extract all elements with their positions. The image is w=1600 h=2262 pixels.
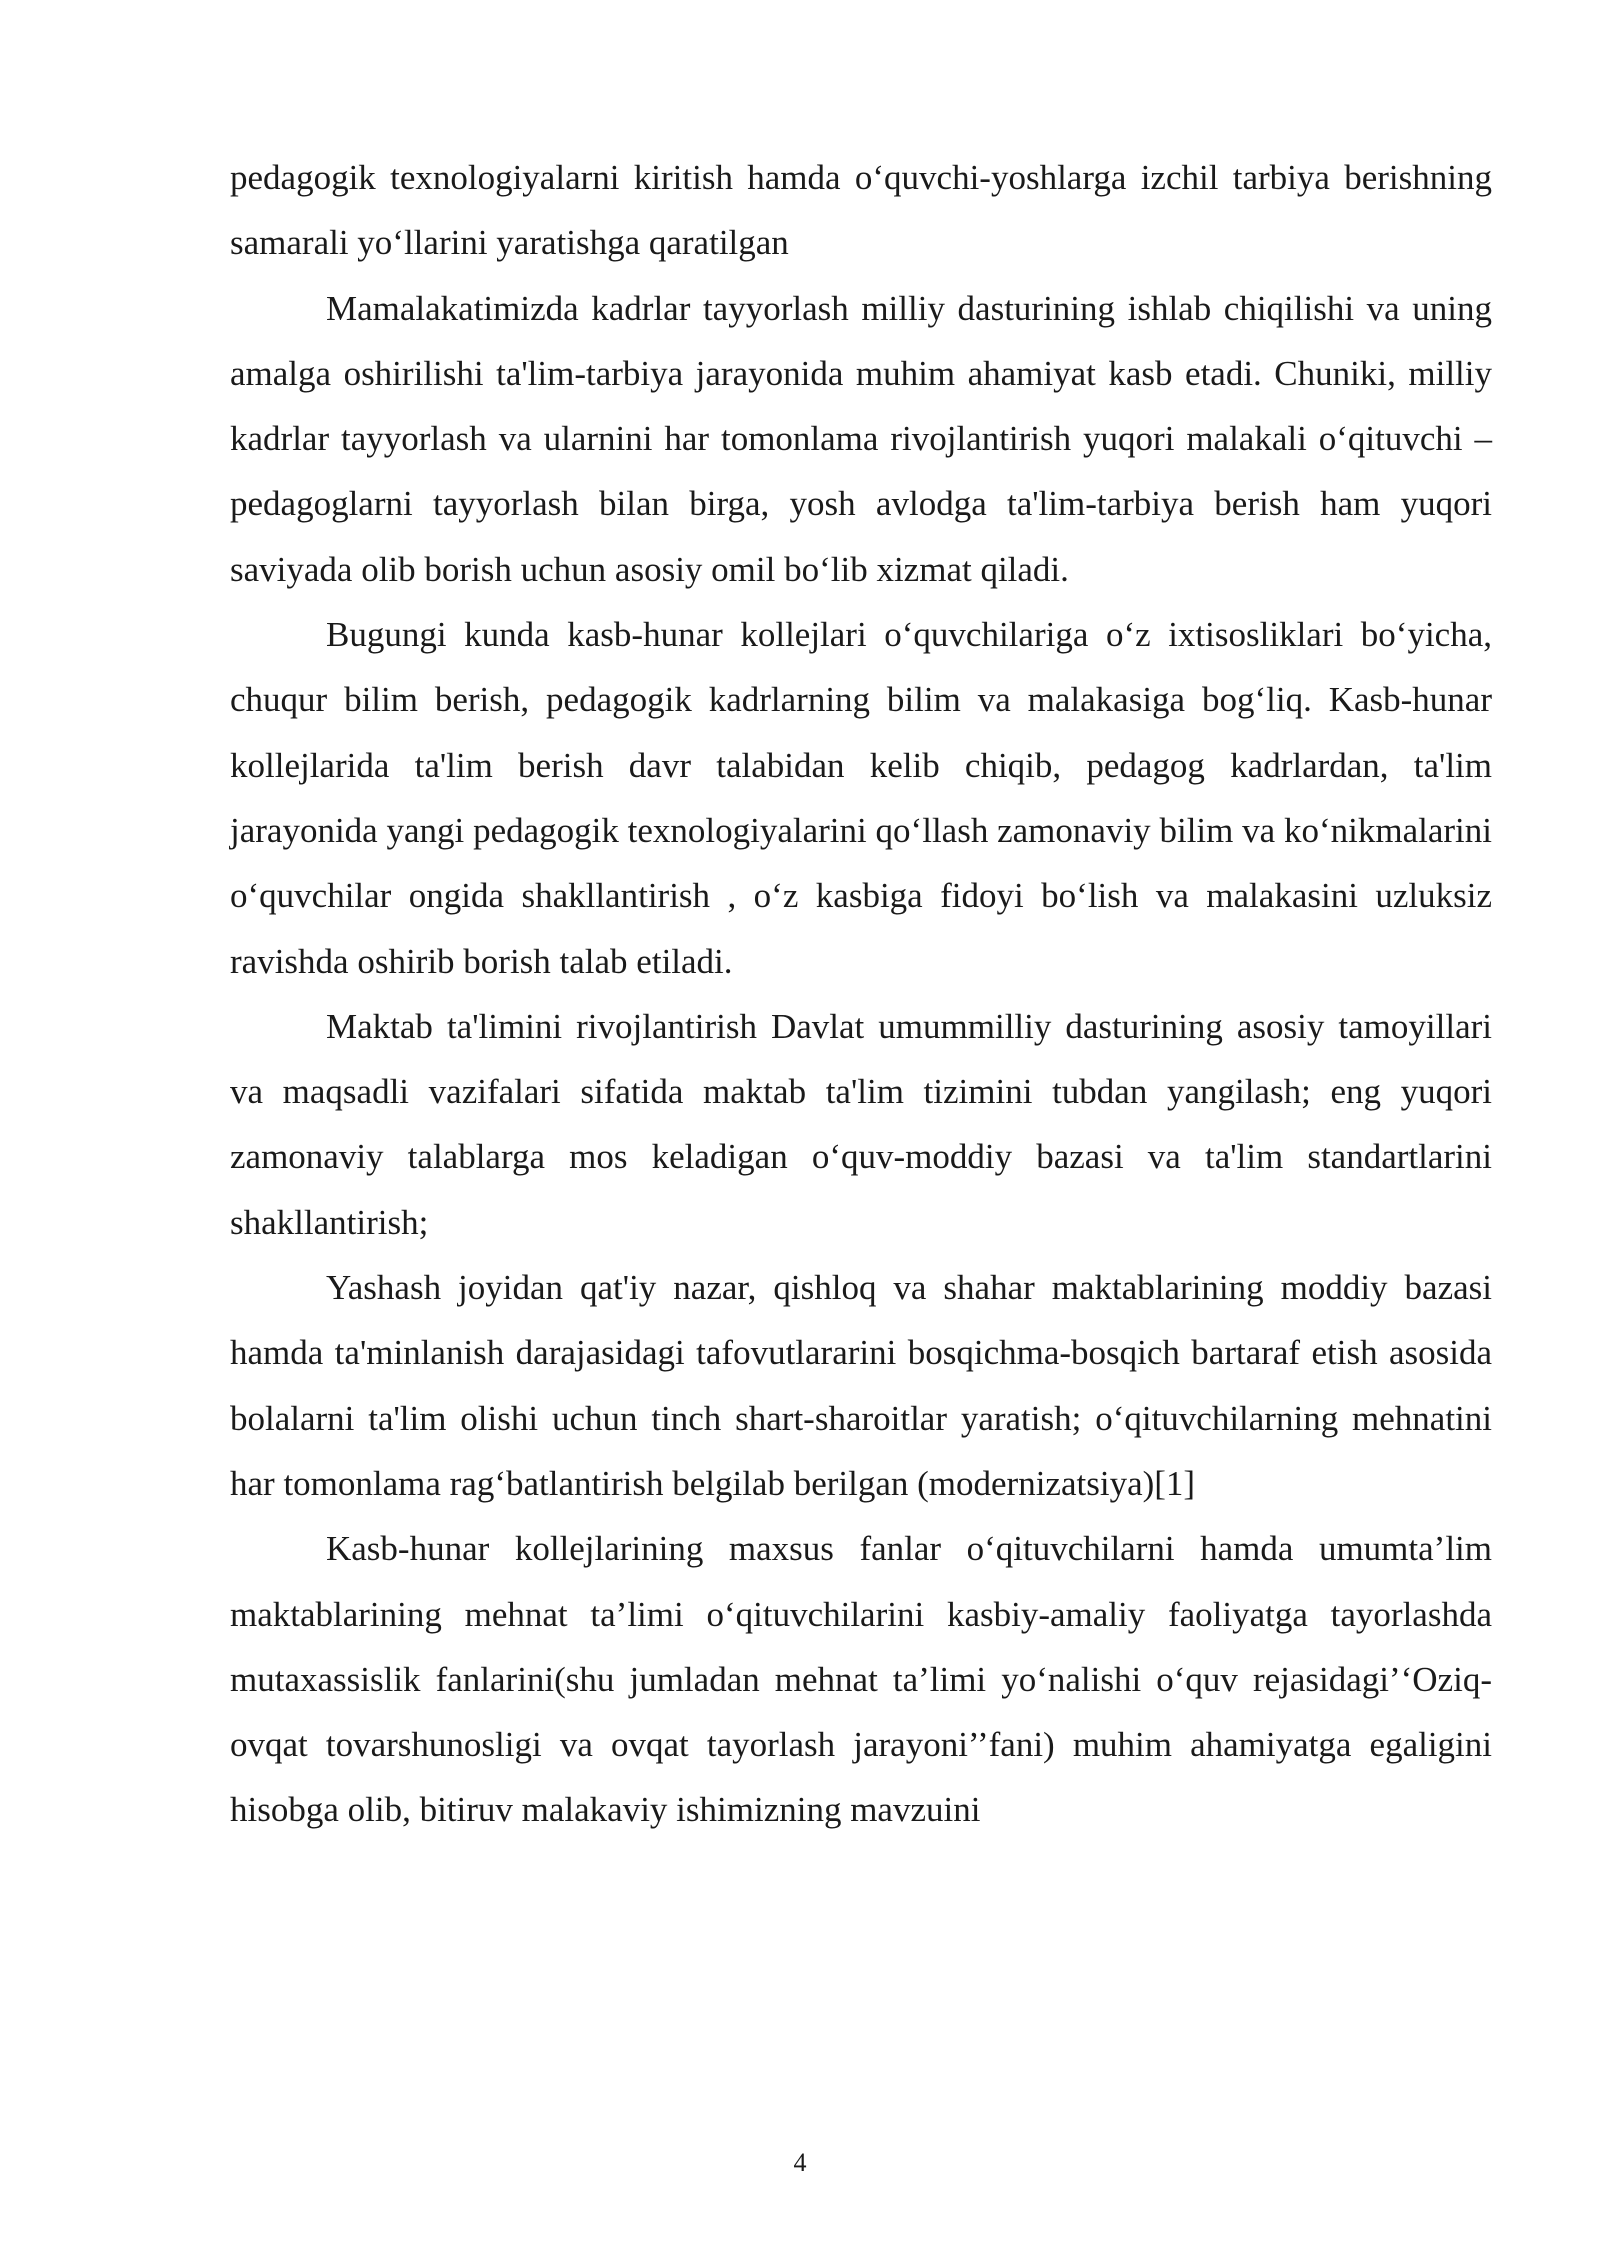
paragraph-kasb-hunar-kollejlari: Bugungi kunda kasb-hunar kollejlari o‘quvchilariga o‘z ixtisosliklari bo‘yicha, chuqur bilim berish, pedagogik kadrlarning bilim va malakasiga bog‘liq. Kasb-hunar kollejlarida ta'lim berish davr talabidan kelib chiqib, pedagog kadrlardan, ta'lim jarayonida yangi pedagogik texnologiyalarini qo‘llash zamonaviy bilim va ko‘nikmalarini o‘quvchilar ongida shakllantirish , o‘z kasbiga fidoyi bo‘lish va malakasini uzluksiz ravishda oshirib borish talab etiladi. bbox=[230, 615, 1492, 981]
paragraph-maxsus-fanlar: Kasb-hunar kollejlarining maxsus fanlar o‘qituvchilarni hamda umumta’lim maktablarining mehnat ta’limi o‘qituvchilarini kasbiy-amaliy faoliyatga tayorlashda mutaxassislik fanlarini(shu jumladan mehnat ta’limi yo‘nalishi o‘quv rejasidagi’‘Oziq-ovqat tovarshunosligi va ovqat tayorlash jarayoni’’fani) muhim ahamiyatga egaligini hisobga olib, bitiruv malakaviy ishimizning mavzuini bbox=[230, 1529, 1492, 1830]
paragraph-yashash-joyidan: Yashash joyidan qat'iy nazar, qishloq va shahar maktablarining moddiy bazasi hamda ta'minlanish darajasidagi tafovutlararini bosqichma-bosqich bartaraf etish asosida bolalarni ta'lim olishi uchun tinch shart-sharoitlar yaratish; o‘qituvchilarning mehnatini har tomonlama rag‘batlantirish belgilab berilgan (modernizatsiya)[1] bbox=[230, 1268, 1492, 1503]
paragraph-kadrlar-tayyorlash: Mamalakatimizda kadrlar tayyorlash milliy dasturining ishlab chiqilishi va uning amalga oshirilishi ta'lim-tarbiya jarayonida muhim ahamiyat kasb etadi. Chuniki, milliy kadrlar tayyorlash va ularnini har tomonlama rivojlantirish yuqori malakali o‘qituvchi –pedagoglarni tayyorlash bilan birga, yosh avlodga ta'lim-tarbiya berish ham yuqori saviyada olib borish uchun asosiy omil bo‘lib xizmat qiladi. bbox=[230, 288, 1492, 589]
body-text bbox=[230, 145, 1492, 1843]
page-number: 4 bbox=[793, 2148, 807, 2177]
paragraph-continuation: pedagogik texnologiyalarni kiritish hamda o‘quvchi-yoshlarga izchil tarbiya berishning samarali yo‘llarini yaratishga qaratilgan bbox=[230, 158, 1492, 263]
paragraph-maktab-talimi: Maktab ta'limini rivojlantirish Davlat umummilliy dasturining asosiy tamoyillari va maqsadli vazifalari sifatida maktab ta'lim tizimini tubdan yangilash; eng yuqori zamonaviy talablarga mos keladigan o‘quv-moddiy bazasi va ta'lim standartlarini shakllantirish; bbox=[230, 1006, 1492, 1242]
